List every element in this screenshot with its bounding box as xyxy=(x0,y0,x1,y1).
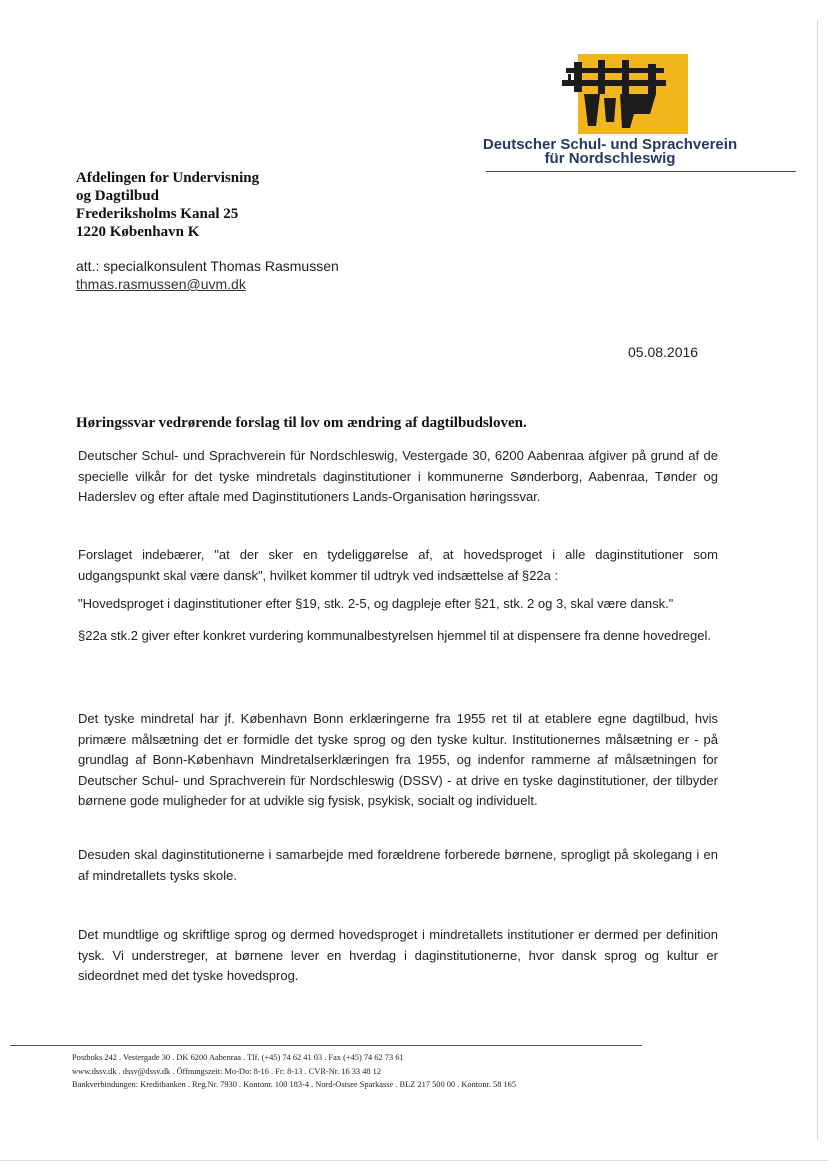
footer-line2: www.dssv.dk . dssv@dssv.dk . Öffnungszeit: Mo-Do: 8-16 . Fr: 8-13 . CVR-Nr. 16 33 48 12 xyxy=(72,1066,382,1076)
header-divider xyxy=(486,171,796,172)
recipient-email-link[interactable]: thmas.rasmussen@uvm.dk xyxy=(76,276,246,292)
recipient-line1: Afdelingen for Undervisning xyxy=(76,170,260,186)
recipient-line3: Frederiksholms Kanal 25 xyxy=(76,206,239,222)
recipient-address xyxy=(76,169,259,241)
recipient-line2: og Dagtilbud xyxy=(76,188,159,204)
recipient-line4: 1220 København K xyxy=(76,224,200,240)
body-paragraph-6: Desuden skal daginstitutionerne i samarbejde med forældrene forberede børnene, sprogligt på skolegang i en af mindretallets tysks skole. xyxy=(78,847,718,883)
scan-edge-right xyxy=(817,20,818,1140)
body-paragraph-7: Det mundtlige og skriftlige sprog og dermed hovedsproget i mindretallets institutioner er dermed per definition tysk. Vi understreger, at børnene lever en hverdag i daginstitutionerne, hvor dansk sprog og kultur er sideordnet med det tyske hovedsprog. xyxy=(78,927,718,983)
body-paragraph-5: Det tyske mindretal har jf. København Bonn erklæringerne fra 1955 ret til at etablere egne dagtilbud, hvis primære målsætning det er formidle det tyske sprog og den tyske kultur. Institutionernes målsætning er - på grundlag af Bonn-København Mindretalserklæringen fra 1955, og indenfor rammerne af målsætningen for Deutscher Schul- und Sprachverein für Nordschleswig (DSSV) - at drive en tyske daginstitutioner, der tilbyder børnene gode muligheder for at udvikle sig fysisk, psykisk, socialt og individuelt. xyxy=(78,711,718,808)
footer-line1: Postboks 242 . Vestergade 30 . DK 6200 Aabenraa . Tlf. (+45) 74 62 41 03 . Fax (+45) 74 62 73 61 xyxy=(72,1053,404,1062)
letter-subject: Høringssvar vedrørende forslag til lov om ændring af dagtilbudsloven. xyxy=(76,415,527,431)
attention-block xyxy=(76,257,339,293)
dssv-logo-icon xyxy=(560,54,688,134)
footer-line3: Bankverbindungen: Kreditbanken . Reg.Nr. 7930 . Kontonr. 100 183-4 . Nord-Ostsee Sparkasse . BLZ 217 500 00 . Kontonr. 58 165 xyxy=(72,1080,517,1089)
organization-name xyxy=(470,138,750,166)
letter-date: 05.08.2016 xyxy=(628,344,699,360)
body-paragraph-1: Deutscher Schul- und Sprachverein für Nordschleswig, Vestergade 30, 6200 Aabenraa afgiver på grund af de specielle vilkår for det tyske mindretals daginstitutioner i kommunerne Sønderborg, Aabenraa, Tønder og Haderslev og efter aftale med Daginstitutioners Lands-Organisation høringssvar. xyxy=(78,448,718,504)
organization-name-line2: für Nordschleswig xyxy=(544,150,676,167)
scan-edge-bottom xyxy=(0,1160,828,1161)
body-paragraph-3: "Hovedsproget i daginstitutioner efter §19, stk. 2-5, og dagpleje efter §21, stk. 2 og 3, skal være dansk." xyxy=(78,596,674,611)
organization-name-line1: Deutscher Schul- und Sprachverein xyxy=(482,136,738,153)
footer-divider xyxy=(10,1045,642,1046)
attention-line: att.: specialkonsulent Thomas Rasmussen xyxy=(76,258,339,274)
letter-footer xyxy=(72,1051,672,1092)
body-paragraph-2: Forslaget indebærer, "at der sker en tydeliggørelse af, at hovedsproget i alle daginstitutioner som udgangspunkt skal være dansk", hvilket kommer til udtryk ved indsættelse af §22a : xyxy=(78,547,718,583)
body-paragraph-4: §22a stk.2 giver efter konkret vurdering kommunalbestyrelsen hjemmel til at dispensere fra denne hovedregel. xyxy=(78,628,712,643)
